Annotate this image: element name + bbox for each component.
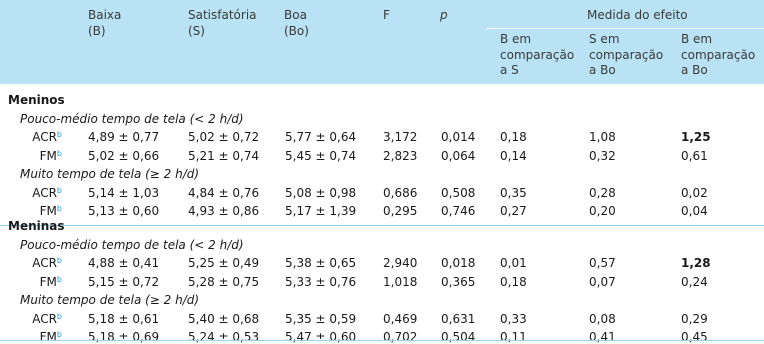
cell-f: 2,823 xyxy=(383,148,418,163)
cell-p: 0,508 xyxy=(441,185,476,200)
col-effect-b-s: B em comparação a S xyxy=(500,32,575,77)
cell-sbo: 1,08 xyxy=(589,130,616,144)
row-measure xyxy=(0,256,62,270)
measure-label: FM xyxy=(39,330,57,344)
cell-bbo: 0,24 xyxy=(681,274,708,289)
col-boa: Boa (Bo) xyxy=(284,8,309,38)
cell-baixa: 5,02 ± 0,66 xyxy=(88,148,160,163)
cell-p: 0,018 xyxy=(441,256,476,270)
cell-satisf: 5,02 ± 0,72 xyxy=(188,130,260,144)
footnote-marker: b xyxy=(56,256,62,265)
cell-baixa: 5,15 ± 0,72 xyxy=(88,274,160,289)
cell-satisf: 5,28 ± 0,75 xyxy=(188,274,260,289)
col-effect-b-bo: B em comparação a Bo xyxy=(681,32,756,77)
cell-boa: 5,08 ± 0,98 xyxy=(285,185,357,200)
cell-p: 0,014 xyxy=(441,130,476,144)
measure-label: FM xyxy=(39,204,57,218)
footnote-marker: b xyxy=(56,130,62,139)
cell-bbo: 0,45 xyxy=(681,330,708,344)
cell-bs: 0,27 xyxy=(500,204,527,218)
col-effect-s-bo: S em comparação a Bo xyxy=(589,32,664,77)
measure-label: FM xyxy=(39,148,57,163)
subgroup-label: Pouco-médio tempo de tela (< 2 h/d) xyxy=(20,111,244,126)
cell-satisf: 5,40 ± 0,68 xyxy=(188,311,260,326)
footnote-marker: b xyxy=(56,148,62,158)
col-p: p xyxy=(440,8,448,22)
footnote-marker: b xyxy=(56,204,62,213)
cell-sbo: 0,41 xyxy=(589,330,616,344)
cell-baixa: 5,14 ± 1,03 xyxy=(88,185,160,200)
subgroup-label: Pouco-médio tempo de tela (< 2 h/d) xyxy=(20,237,244,252)
cell-satisf: 4,93 ± 0,86 xyxy=(188,204,260,218)
table-bottom-rule xyxy=(0,340,764,341)
cell-boa: 5,17 ± 1,39 xyxy=(285,204,357,218)
cell-bs: 0,01 xyxy=(500,256,527,270)
cell-f: 1,018 xyxy=(383,274,418,289)
cell-bbo: 0,61 xyxy=(681,148,708,163)
cell-boa: 5,33 ± 0,76 xyxy=(285,274,357,289)
cell-boa: 5,38 ± 0,65 xyxy=(285,256,357,270)
group-label: Meninas xyxy=(8,219,65,233)
cell-bbo: 1,28 xyxy=(681,256,711,270)
measure-label: FM xyxy=(39,274,57,289)
cell-bs: 0,18 xyxy=(500,274,527,289)
cell-boa: 5,77 ± 0,64 xyxy=(285,130,357,144)
cell-bbo: 0,02 xyxy=(681,185,708,200)
footnote-marker: b xyxy=(56,185,62,195)
cell-satisf: 5,25 ± 0,49 xyxy=(188,256,260,270)
row-measure xyxy=(0,149,62,163)
subgroup-label: Muito tempo de tela (≥ 2 h/d) xyxy=(20,167,200,181)
row-measure xyxy=(0,130,62,144)
footnote-marker: b xyxy=(56,311,62,321)
cell-sbo: 0,08 xyxy=(589,311,616,326)
row-measure xyxy=(0,275,62,289)
row-measure xyxy=(0,204,62,218)
cell-satisf: 5,21 ± 0,74 xyxy=(188,148,260,163)
cell-bbo: 0,29 xyxy=(681,311,708,326)
group-label: Meninos xyxy=(8,93,65,107)
cell-satisf: 5,24 ± 0,53 xyxy=(188,330,260,344)
cell-boa: 5,47 ± 0,60 xyxy=(285,330,357,344)
cell-sbo: 0,57 xyxy=(589,256,616,270)
row-measure xyxy=(0,312,62,326)
effect-header-divider xyxy=(486,28,764,29)
cell-satisf: 4,84 ± 0,76 xyxy=(188,185,260,200)
cell-bbo: 0,04 xyxy=(681,204,708,218)
cell-baixa: 5,13 ± 0,60 xyxy=(88,204,160,218)
cell-p: 0,365 xyxy=(441,274,476,289)
cell-f: 0,686 xyxy=(383,185,418,200)
cell-p: 0,746 xyxy=(441,204,476,218)
cell-p: 0,504 xyxy=(441,330,476,344)
cell-sbo: 0,32 xyxy=(589,148,616,163)
cell-boa: 5,35 ± 0,59 xyxy=(285,311,357,326)
measure-label: ACR xyxy=(32,256,57,270)
subgroup-label: Muito tempo de tela (≥ 2 h/d) xyxy=(20,293,200,307)
cell-baixa: 4,89 ± 0,77 xyxy=(88,130,160,144)
cell-baixa: 5,18 ± 0,61 xyxy=(88,311,160,326)
cell-bs: 0,14 xyxy=(500,148,527,163)
col-baixa: Baixa (B) xyxy=(88,8,122,38)
measure-label: ACR xyxy=(32,130,57,144)
cell-f: 3,172 xyxy=(383,130,418,144)
footnote-marker: b xyxy=(56,274,62,284)
row-measure xyxy=(0,186,62,200)
measure-label: ACR xyxy=(32,311,57,326)
cell-bs: 0,35 xyxy=(500,185,527,200)
group-separator xyxy=(0,225,764,226)
cell-baixa: 5,18 ± 0,69 xyxy=(88,330,160,344)
cell-f: 2,940 xyxy=(383,256,418,270)
col-effect-title: Medida do efeito xyxy=(587,8,688,22)
col-satisfatoria: Satisfatória (S) xyxy=(188,8,257,38)
cell-f: 0,295 xyxy=(383,204,418,218)
col-f: F xyxy=(383,8,390,22)
cell-f: 0,469 xyxy=(383,311,418,326)
cell-bs: 0,33 xyxy=(500,311,527,326)
cell-p: 0,064 xyxy=(441,148,476,163)
cell-bs: 0,11 xyxy=(500,330,527,344)
cell-baixa: 4,88 ± 0,41 xyxy=(88,256,160,270)
cell-bs: 0,18 xyxy=(500,130,527,144)
footnote-marker: b xyxy=(56,330,62,339)
cell-boa: 5,45 ± 0,74 xyxy=(285,148,357,163)
cell-sbo: 0,07 xyxy=(589,274,616,289)
cell-sbo: 0,20 xyxy=(589,204,616,218)
measure-label: ACR xyxy=(32,185,57,200)
cell-f: 0,702 xyxy=(383,330,418,344)
cell-bbo: 1,25 xyxy=(681,130,711,144)
cell-p: 0,631 xyxy=(441,311,476,326)
cell-sbo: 0,28 xyxy=(589,185,616,200)
